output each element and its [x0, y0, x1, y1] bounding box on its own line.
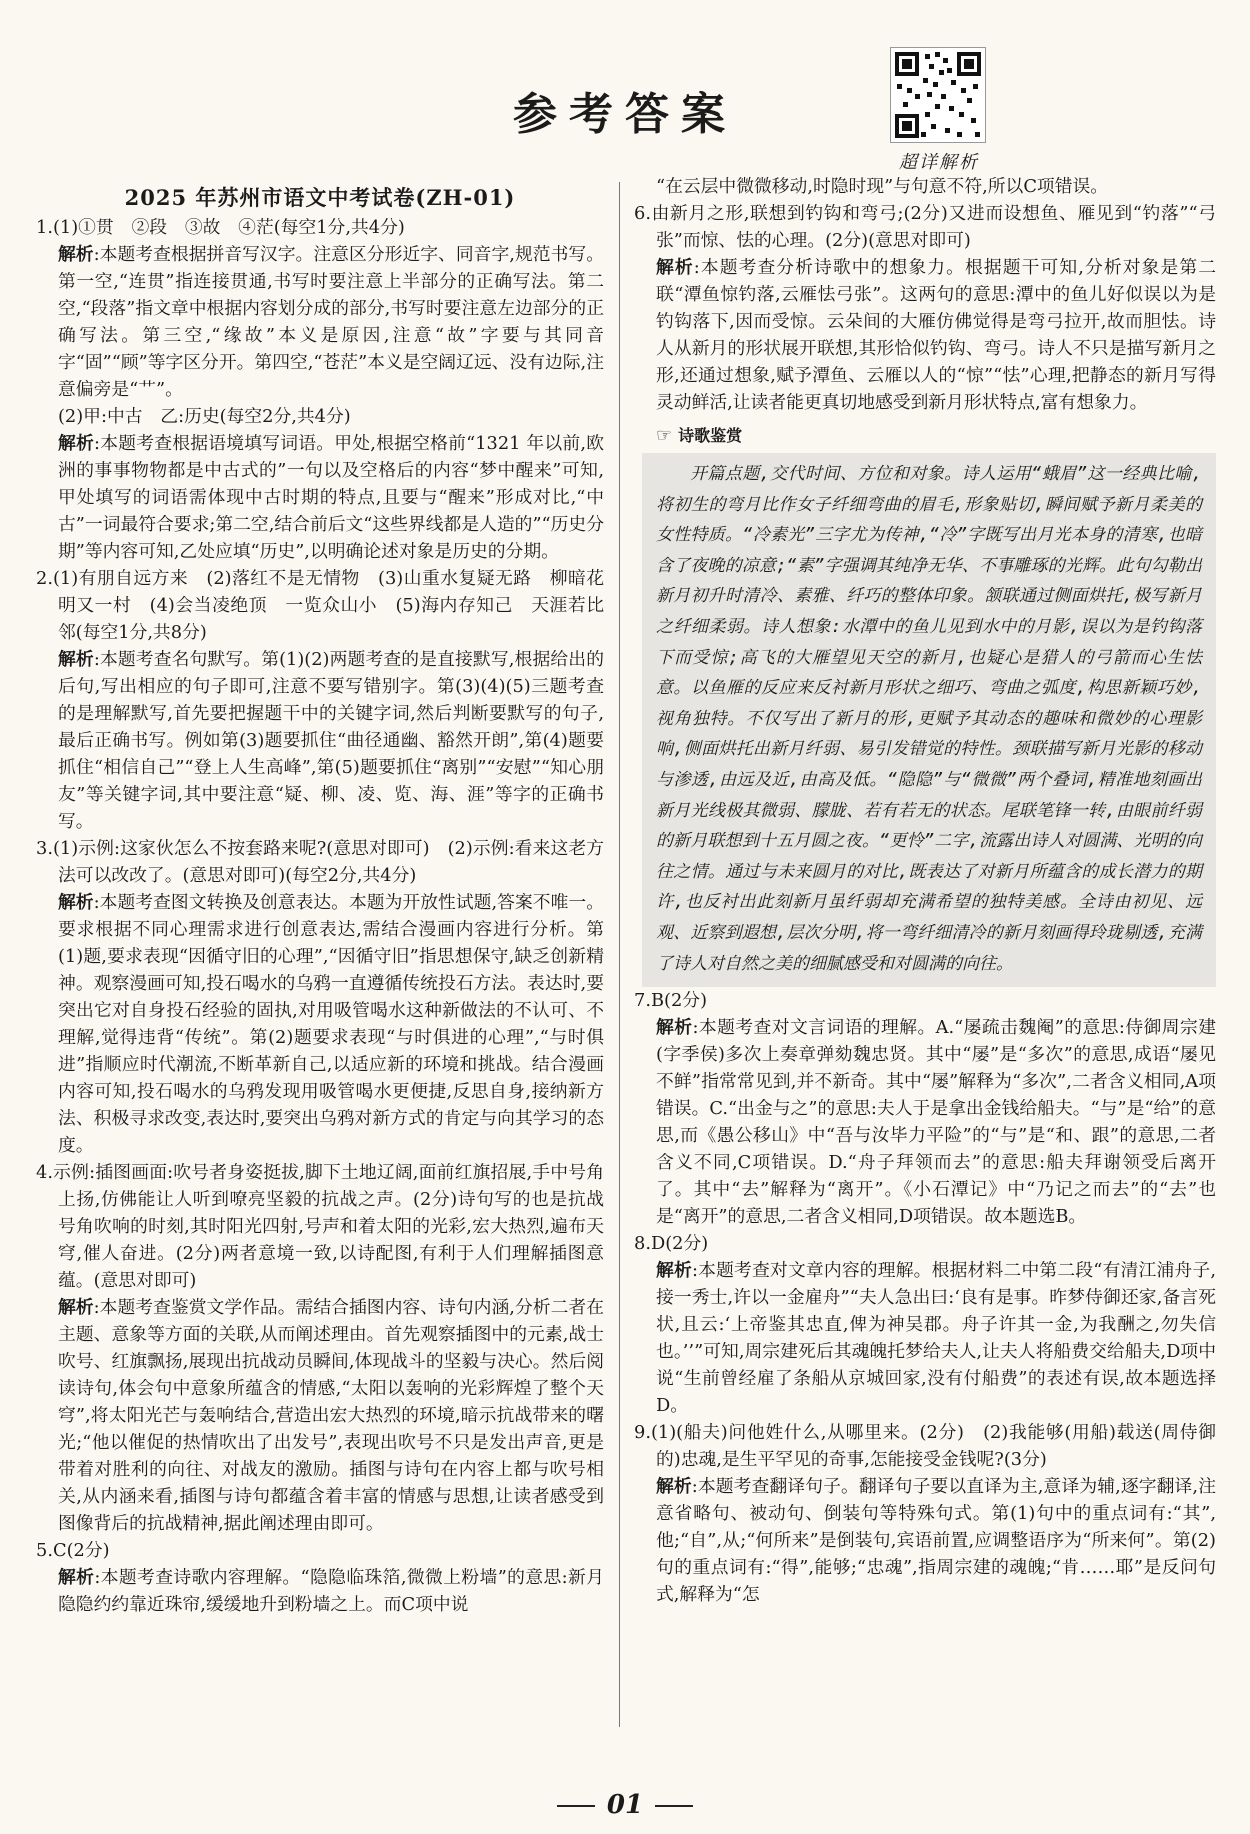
page-number-dash-left: [557, 1805, 595, 1807]
exam-title: 2025 年苏州市语文中考试卷(ZH-01): [124, 185, 516, 210]
pointing-hand-icon: ☞: [656, 425, 673, 446]
answer-1-1: 1.(1)①贯 ②段 ③故 ④茫(每空1分,共4分): [36, 217, 405, 238]
poem-appreciation-box: 开篇点题,交代时间、方位和对象。诗人运用“蛾眉”这一经典比喻,将初生的弯月比作女子纤细弯曲的眉毛,形象贴切,瞬间赋予新月柔美的女性特质。“冷素光”三字尤为传神,“冷”字既写出月光本身的清寒,也暗含了夜晚的凉意;“素”字强调其纯净无华、不事雕琢的光辉。此句勾勒出新月初升时清冷、素雅、纤巧的整体印象。颔联通过侧面烘托,极写新月之纤细柔弱。诗人想象:水潭中的鱼儿见到水中的月影,误以为是钓钩落下而受惊;高飞的大雁望见天空的新月,也疑心是猎人的弓箭而心生怯意。以鱼雁的反应来反衬新月形状之细巧、弯曲之弧度,构思新颖巧妙,视角独特。不仅写出了新月的形,更赋予其动态的趣味和微妙的心理影响,侧面烘托出新月纤弱、易引发错觉的特性。颈联描写新月光影的移动与渗透,由远及近,由高及低。“隐隐”与“微微”两个叠词,精准地刻画出新月光线极其微弱、朦胧、若有若无的状态。尾联笔锋一转,由眼前纤弱的新月联想到十五月圆之夜。“更怜”二字,流露出诗人对圆满、光明的向往之情。通过与未来圆月的对比,既表达了对新月所蕴含的成长潜力的期许,也反衬出此刻新月虽纤弱却充满希望的独特美感。全诗由初见、远观、近察到遐想,层次分明,将一弯纤细清冷的新月刻画得玲珑剔透,充满了诗人对自然之美的细腻感受和对圆满的向往。: [642, 453, 1216, 987]
analysis-6: 解析:本题考查分析诗歌中的想象力。根据题干可知,分析对象是第二联“潭鱼惊钓落,云雁怯弓张”。这两句的意思:潭中的鱼儿好似误以为是钓钩落下,因而受惊。云朵间的大雁仿佛觉得是弯弓拉开,故而胆怯。诗人从新月的形状展开联想,其形恰似钓钩、弯弓。诗人不只是描写新月之形,还通过想象,赋予潭鱼、云雁以人的“惊”“怯”心理,把静态的新月写得灵动鲜活,让读者能更真切地感受到新月形状特点,富有想象力。: [656, 257, 1216, 413]
answer-2: 2.(1)有朋自远方来 (2)落红不是无情物 (3)山重水复疑无路 柳暗花明又一村 (4)会当凌绝顶 一览众山小 (5)海内存知己 天涯若比邻(每空1分,共8分): [36, 568, 604, 643]
analysis-2: 解析:本题考查名句默写。第(1)(2)两题考查的是直接默写,根据给出的后句,写出相应的句子即可,注意不要写错别字。第(3)(4)(5)三题考查的是理解默写,首先要把握题干中的关键字词,然后判断要默写的句子,最后正确书写。例如第(3)题要抓住“曲径通幽、豁然开朗”,第(4)题要抓住“相信自己”“登上人生高峰”,第(5)题要抓住“离别”“安慰”“知心朋友”等关键字词,其中要注意“疑、柳、凌、览、海、涯”等字的正确书写。: [58, 649, 604, 832]
answer-1-2: (2)甲:中古 乙:历史(每空2分,共4分): [58, 406, 351, 427]
analysis-4: 解析:本题考查鉴赏文学作品。需结合插图内容、诗句内涵,分析二者在主题、意象等方面的关联,从而阐述理由。首先观察插图中的元素,战士吹号、红旗飘扬,展现出抗战动员瞬间,体现战斗的坚毅与决心。然后阅读诗句,体会句中意象所蕴含的情感,“太阳以轰响的光彩辉煌了整个天穹”,将太阳光芒与轰响结合,营造出宏大热烈的环境,暗示抗战带来的曙光;“他以催促的热情吹出了出发号”,表现出吹号不只是发出声音,更是带着对胜利的向往、对战友的激励。插图与诗句在内容上都与吹号相关,从内涵来看,插图与诗句都蕴含着丰富的情感与思想,让读者感受到图像背后的抗战精神,据此阐述理由即可。: [58, 1297, 604, 1534]
column-divider: [619, 182, 620, 1727]
analysis-5-continued: “在云层中微微移动,时隐时现”与句意不符,所以C项错误。: [656, 176, 1109, 197]
analysis-8: 解析:本题考查对文章内容的理解。根据材料二中第二段“有清江浦舟子,接一秀士,许以一金雇舟”“夫人急出曰:‘良有是事。昨梦侍御还家,备言死状,且云:‘上帝鉴其忠直,俾为神吴郡。舟子许其一金,为我酬之,勿失信也。’’”可知,周宗建死后其魂魄托梦给夫人,让夫人将船费交给船夫,D项中说“生前曾经雇了条船从京城回家,没有付船费”的表述有误,故本题选择D。: [656, 1260, 1216, 1417]
answer-4: 4.示例:插图画面:吹号者身姿挺拔,脚下土地辽阔,面前红旗招展,手中号角上扬,仿佛能让人听到嘹亮坚毅的抗战之声。(2分)诗句写的也是抗战号角吹响的时刻,其时阳光四射,号声和着太阳的光彩,宏大热烈,遍布天穹,催人奋进。(2分)两者意境一致,以诗配图,有利于人们理解插图意蕴。(意思对即可): [36, 1162, 604, 1291]
page-number-dash-right: [655, 1805, 693, 1807]
analysis-9: 解析:本题考查翻译句子。翻译句子要以直译为主,意译为辅,逐字翻译,注意省略句、被动句、倒装句等特殊句式。第(1)句中的重点词有:“其”,他;“自”,从;“何所来”是倒装句,宾语前置,应调整语序为“所来何”。第(2)句的重点词有:“得”,能够;“忠魂”,指周宗建的魂魄;“肯……耶”是反问句式,解释为“怎: [656, 1476, 1216, 1606]
answer-3: 3.(1)示例:这家伙怎么不按套路来呢?(意思对即可) (2)示例:看来这老方法可以改改了。(意思对即可)(每空2分,共4分): [36, 838, 604, 886]
analysis-3: 解析:本题考查图文转换及创意表达。本题为开放性试题,答案不唯一。要求根据不同心理需求进行创意表达,需结合漫画内容进行分析。第(1)题,要求表现“因循守旧的心理”,“因循守旧”指思想保守,缺乏创新精神。观察漫画可知,投石喝水的乌鸦一直遵循传统投石方法。表达时,要突出它对自身投石经验的固执,对用吸管喝水这种新做法的不认可、不理解,觉得违背“传统”。第(2)题要求表现“与时俱进的心理”,“与时俱进”指顺应时代潮流,不断革新自己,以适应新的环境和挑战。结合漫画内容可知,投石喝水的乌鸦发现用吸管喝水更便捷,反思自身,接纳新方法、积极寻求改变,表达时,要突出乌鸦对新方式的肯定与向其学习的态度。: [58, 892, 604, 1156]
answer-6: 6.由新月之形,联想到钓钩和弯弓;(2分)又进而设想鱼、雁见到“钓落”“弓张”而惊、怯的心理。(2分)(意思对即可): [634, 203, 1216, 251]
answer-7: 7.B(2分): [634, 990, 708, 1012]
qr-code[interactable]: [890, 47, 986, 143]
analysis-1-2: 解析:本题考查根据语境填写词语。甲处,根据空格前“1321 年以前,欧洲的事事物物都是中古式的”一句以及空格后的内容“梦中醒来”可知,甲处填写的词语需体现中古时期的特点,且要与“醒来”形成对比,“中古”一词最符合要求;第二空,结合前后文“这些界线都是人造的”“历史分期”等内容可知,乙处应填“历史”,以明确论述对象是历史的分期。: [58, 433, 604, 562]
analysis-1-1: 解析:本题考查根据拼音写汉字。注意区分形近字、同音字,规范书写。第一空,“连贯”指连接贯通,书写时要注意上半部分的正确写法。第二空,“段落”指文章中根据内容划分成的部分,书写时要注意左边部分的正确写法。第三空,“缘故”本义是原因,注意“故”字要与其同音字“固”“顾”等字区分开。第四空,“苍茫”本义是空阔辽远、没有边际,注意偏旁是“艹”。: [58, 244, 604, 400]
answer-8: 8.D(2分): [634, 1233, 709, 1255]
answer-5: 5.C(2分): [36, 1540, 110, 1561]
qr-caption: 超详解析: [899, 152, 979, 173]
page-number: 01: [0, 1790, 1250, 1820]
right-column: [634, 173, 1216, 1608]
page-title: 参考答案: [513, 89, 737, 140]
analysis-7: 解析:本题考查对文言词语的理解。A.“屡疏击魏阉”的意思:侍御周宗建(字季侯)多次上奏章弹劾魏忠贤。其中“屡”是“多次”的意思,成语“屡见不鲜”指常常见到,并不新奇。其中“屡”解释为“多次”,二者含义相同,A项错误。C.“出金与之”的意思:夫人于是拿出金钱给船夫。“与”是“给”的意思,而《愚公移山》中“吾与汝毕力平险”的“与”是“和、跟”的意思,二者含义不同,C项错误。D.“舟子拜领而去”的意思:船夫拜谢领受后离开了。其中“去”解释为“离开”。《小石潭记》中“乃记之而去”的“去”也是“离开”的意思,二者含义相同,D项错误。故本题选B。: [656, 1017, 1217, 1228]
left-column: [36, 184, 604, 1618]
analysis-5: 解析:本题考查诗歌内容理解。“隐隐临珠箔,微微上粉墙”的意思:新月隐隐约约靠近珠帘,缓缓地升到粉墙之上。而C项中说: [58, 1567, 604, 1615]
answer-9: 9.(1)(船夫)问他姓什么,从哪里来。(2分) (2)我能够(用船)载送(周侍御的)忠魂,是生平罕见的奇事,怎能接受金钱呢?(3分): [634, 1422, 1216, 1471]
poem-appreciation-heading: ☞ 诗歌鉴赏: [656, 422, 1216, 449]
